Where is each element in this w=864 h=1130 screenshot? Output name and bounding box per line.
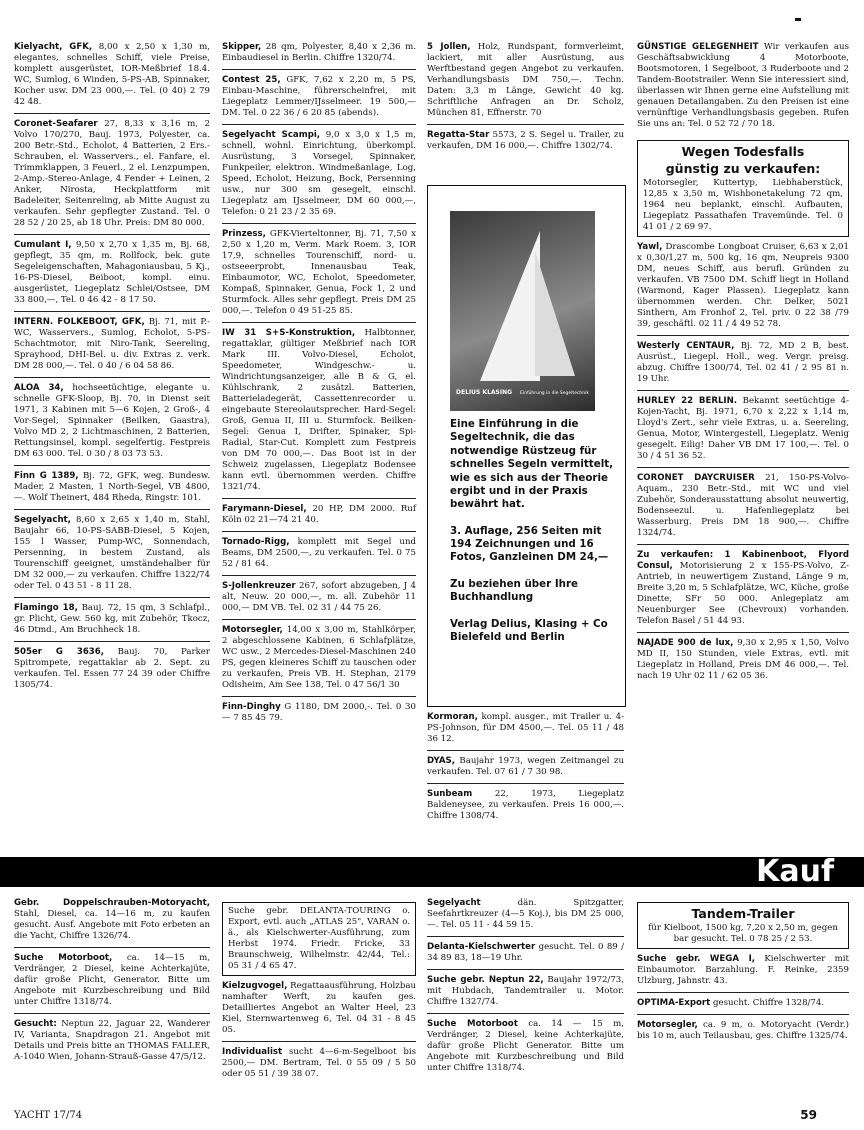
ad-heading: ALOA 34, (14, 383, 64, 393)
ad-text: Suche gebr. DELANTA-TOURING o. Export, evtl. auch „ATLAS 25", VARAN o. ä., als Kielschwerter-Ausführung, zum Herbst 1974. Friedr. Fricke, 33 Braunschweig, Wilhelmstr. 42/44, Tel.: 05 31 / 4 65 47. (228, 906, 410, 971)
ad-heading: Flamingo 18, (14, 603, 78, 613)
ad-heading: Finn-Dinghy (222, 702, 281, 712)
ad-body: Bauj. 70, Parker Spitrompete, regattaklar ab 2. Sept. zu verkaufen. Tel. Essen 77 24 39 oder Chiffre 1305/74. (14, 647, 211, 690)
ad-heading: Segelyacht (427, 898, 481, 908)
ad-heading: Individualist (222, 1047, 283, 1057)
classified-ad (427, 130, 624, 157)
classified-ad (222, 42, 416, 70)
ad-heading: Motorsegler, (637, 1019, 698, 1030)
ad-body: Kielschwerter mit Einbaumotor. Barzahlung. F. Reinke, 2359 Ulzburg, Jahnstr. 43. (637, 953, 849, 986)
ad-body: ca. 9 m, o. Motoryacht (Verdr.) bis 10 m, auch Teilausbau, ges. Chiffre 1325/74. (637, 1019, 849, 1041)
classified-ad (637, 473, 849, 545)
classified-ad (637, 954, 849, 993)
classified-ad (637, 396, 849, 468)
classified-ad (222, 229, 416, 323)
ad-body: Holz, Rundspant, formverleimt, lackiert, mit aller Ausrüstung, aus Werftbestand gegen Angebot zu verkaufen. Verhandlungsbasis DM 750,—. Techn. Daten: 3,3 m Länge, Gewicht 40 kg. Schriftliche Anfragen an Dr. Scholz, München 81, Effnerstr. 70 (427, 42, 624, 118)
ad-text: für Kielboot, 1500 kg, 7,20 x 2,50 m, gegen bar gesucht. Tel. 0 78 25 / 2 53. (648, 922, 838, 944)
classified-ad (14, 603, 210, 642)
ad-body: 9,50 x 2,70 x 1,35 m, Bj. 68, gepflegt, 35 qm, m. Rollfock, bek. gute Segeleigenschaften, Mahagoniausbau, 5 Kj., 16-PS-Diesel, Beiboot, kompl. einu. ausgerüstet, Liegeplatz Schlei/Ostsee, DM 33 800,—, Tel. 0 46 42 - 8 17 50. (14, 240, 210, 305)
kauf-column-2 (222, 902, 416, 1090)
ad-heading: Segelyacht, (14, 515, 71, 525)
classified-ad (637, 550, 849, 633)
classified-ad (14, 898, 210, 948)
ad-body: 5573, 2 S. Segel u. Trailer, zu verkaufen, DM 16 000,—. Chiffre 1302/74. (427, 130, 624, 151)
section-bar-kauf (0, 854, 864, 889)
classified-ad (222, 581, 416, 620)
ad-body: 22, 1973, Liegeplatz Baldeneysee, zu verkaufen. Preis 16 000,—. Chiffre 1308/74. (427, 789, 625, 821)
ad-body: Bj. 72, GFK, weg. Bundesw. Mader, 2 Masten, 1 North-Segel, VB 4800,—. Wolf Theinert, 484 Rheda, Ringstr. 101. (14, 471, 210, 503)
ad-heading: Kormoran, (427, 712, 478, 722)
column-3-lower (427, 712, 624, 832)
kauf-column-1 (14, 898, 210, 1073)
classified-ad (14, 119, 210, 235)
classified-ad (637, 1020, 849, 1047)
ad-body: gesucht. Tel. 0 89 / 34 89 83, 18—19 Uhr. (427, 942, 625, 963)
classified-ad (222, 1047, 416, 1085)
ad-body: Stahl, Diesel, ca. 14—16 m, zu kaufen gesucht. Ausf. Angebote mit Foto erbeten an die Yacht, Chiffre 1326/74. (14, 909, 210, 941)
classified-ad (222, 702, 416, 729)
ad-body: Bj. 72, MD 2 B, best. Ausrüst., Liegepl. Holl., weg. Vergr. preisg. abzug. Chiffre 1300/74, Tel. 02 41 / 2 95 81 n. 19 Uhr. (637, 340, 849, 384)
delanta-touring-ad (222, 902, 416, 976)
column-2 (222, 42, 416, 734)
classified-ad (427, 942, 624, 970)
ad-body: 20 HP, DM 2000. Ruf Köln 02 21—74 21 40. (222, 504, 417, 525)
corner-mark (795, 18, 801, 21)
classified-ad (427, 712, 624, 751)
ad-heading: Prinzess, (222, 229, 266, 239)
ad-heading: Delanta-Kielschwerter (427, 942, 536, 952)
classified-ad (427, 898, 624, 937)
ad-body: kompl. ausger., mit Trailer u. 4-PS-Johnson, für DM 4500,—. Tel. 05 11 / 48 36 12. (427, 712, 624, 744)
ad-heading: 5 Jollen, (427, 42, 471, 52)
ad-heading: Farymann-Diesel, (222, 504, 307, 514)
tandem-trailer-ad (637, 902, 849, 949)
ad-body: Baujahr 1973, wegen Zeitmangel zu verkaufen. Tel. 07 61 / 7 30 98. (427, 756, 624, 777)
ad-heading: GÜNSTIGE GELEGENHEIT (637, 42, 759, 52)
kauf-column-3 (427, 898, 624, 1084)
ad-heading: CORONET DAYCRUISER (637, 472, 755, 483)
classified-ad (222, 130, 416, 224)
ad-heading: OPTIMA-Export (637, 997, 711, 1008)
book-advertisement (427, 185, 626, 707)
classified-ad (427, 1019, 624, 1079)
ad-heading: Finn G 1389, (14, 471, 79, 481)
ad-heading: Kielyacht, GFK, (14, 42, 93, 52)
classified-ad (14, 383, 210, 466)
ad-body: ca. 14 — 15 m, Verdränger, 2 Diesel, keine Achterkajüte, dafür große Plicht Generator. Bitte um Angebote mit Kurzbeschreibung und Bild unter Chiffre 1318/74. (427, 1019, 624, 1073)
ad-body: 9,30 x 2,95 x 1,50, Volvo MD II, 150 Stunden, viele Extras, evtl. mit Liegeplatz in Holland, Preis DM 46 000,—. Tel. nach 19 Uhr 02 11 / 62 05 36. (637, 637, 850, 681)
classified-ad (222, 75, 416, 125)
classified-ad (222, 328, 416, 499)
ad-body: 8,60 x 2,65 x 1,40 m, Stahl, Baujahr 66, 10-PS-SABB-Diesel, 5 Kojen, 155 l Wasser, Pump-WC, Sonnendach, Persenning, in bestem Zustand, als Tourenschiff geeignet, umständehalber für DM 32 000,— zu verkaufen. Chiffre 1322/74 oder Tel. 0 43 51 - 8 11 28. (14, 515, 210, 591)
ad-body: 28 qm, Polyester, 8,40 x 2,36 m. Einbaudiesel in Berlin. Chiffre 1320/74. (222, 42, 416, 63)
ad-heading: Zu verkaufen: 1 Kabinenboot, Flyord Consul, (637, 549, 849, 571)
classified-ad (14, 953, 210, 1014)
book-availability: Zu beziehen über Ihre Buchhandlung (450, 577, 579, 604)
cover-publisher: DELIUS KLASING (456, 389, 513, 397)
ad-body: sucht 4—6-m-Segelboot bis 2500,— DM. Bertram, Tel. 0 55 09 / 5 50 oder 05 51 / 39 38 07. (222, 1047, 416, 1079)
sail-shape (480, 231, 540, 381)
ad-heading: 505er G 3636, (14, 647, 105, 657)
ad-body: Neptun 22, Jaguar 22, Wanderer IV, Varianta, Snapdragon 21. Angebot mit Details und Preis bitte an THOMAS FALLER, A-1040 Wien, Johann-Strauß-Gasse 47/5/12. (14, 1019, 211, 1062)
ad-heading: S-Jollenkreuzer (222, 581, 296, 591)
ad-body: komplett mit Segel und Beams, DM 2500,—, zu verkaufen. Tel. 0 75 52 / 81 64. (222, 537, 417, 569)
ad-heading: Tornado-Rigg, (222, 537, 290, 547)
ad-body: G 1180, DM 2000,-. Tel. 0 30 — 7 85 45 79. (222, 702, 416, 723)
ad-body: Regattaausführung, Holzbau namhafter Werft, zu kaufen ges. Detailliertes Angebot an Walter Heel, 23 Kiel, Sternwartenweg 6, Tel. 04 31 - 8 45 05. (222, 981, 416, 1035)
book-publisher: Verlag Delius, Klasing + Co Bielefeld und Berlin (450, 617, 608, 643)
classified-ad (222, 625, 416, 697)
classified-ad (637, 998, 849, 1015)
issue-label: YACHT 17/74 (14, 1110, 83, 1121)
tandem-trailer-headline: Tandem-Trailer (691, 906, 795, 921)
classified-ad (222, 981, 416, 1042)
ad-body: 14,00 x 3,00 m, Stahlkörper, 2 abgeschlossene Kabinen, 6 Schlafplätze, WC usw., 2 Mercedes-Diesel-Maschinen 240 PS, gegen kleineres Schiff zu tauschen oder zu verkaufen, Preis VB. H. Stephan, 2179 Odisheim, Am See 138, Tel. 0 47 56/1 30 (222, 625, 416, 690)
ad-body: Bekannt seetüchtige 4-Kojen-Yacht, Bj. 1971, 6,70 x 2,22 x 1,14 m, Lloyd's Zert., sehr viele Extras, u. a. Seereling, Genua, Motor, Wintergestell, Liegeplatz. Wenig gesegelt. Eilig! Daher VB DM 17 100,—. Tel. 0 30 / 4 51 36 52. (637, 395, 850, 461)
ad-body: GFK-Vierteltonner, Bj. 71, 7,50 x 2,50 x 1,20 m, Verm. Mark Roem. 3, IOR 17,9, schnelles Tourenschiff, nord- u. ostseeerprobt, Innenausbau Teak, Einbaumotor, WC, Echolot, Speedometer, Kompaß, Spinnaker, Genua, Fock 1, 2 und Sturmfock. Alles sehr gepflegt. Preis DM 25 000,—. Telefon 0 49 51-25 85. (222, 229, 416, 316)
ad-heading: Gebr. Doppelschrauben-Motoryacht, (14, 898, 210, 908)
death-ad-headline: Wegen Todesfalls (681, 144, 805, 159)
classified-ad (427, 789, 624, 827)
classified-ad (637, 242, 849, 336)
ad-heading: Suche gebr. Neptun 22, (427, 975, 544, 985)
ad-body: Drascombe Longboat Cruiser, 6,63 x 2,01 x 0,30/1,27 m, 500 kg, 16 qm, Neupreis 9300 DM, neues Schiff, aus berufl. Gründen zu verkaufen. VB 7500 DM. Schiff liegt in Holland (Warmond, Kager Plassen). Liegeplatz kann übernommen werden. Chr. Delker, 5021 Sinthern, Am Fronhof 2, Tel. priv. 0 22 38 /79 39, geschäftl. 02 11 / 4 49 52 78. (637, 241, 849, 329)
ad-heading: Kielzugvogel, (222, 981, 288, 991)
ad-body: 8,00 x 2,50 x 1,30 m, elegantes, schnelles Schiff, viele Preise, komplett ausgerüstet, IOR-Meßbrief 18.4. WC, Sumlog, 6 Winden, 5-PS-AB, Spinnaker, Kocher usw. DM 23 000,—. Tel. (0 40) 2 79 42 48. (14, 42, 210, 107)
ad-heading: Suche gebr. WEGA I, (637, 953, 756, 964)
classified-ad (14, 647, 210, 696)
ad-heading: HURLEY 22 BERLIN. (637, 395, 738, 406)
ad-body: 267, sofort abzugeben, J 4 alt, Neuw. 20 000,—, m. all. Zubehör 11 000,— DM VB. Tel. 02 31 / 44 75 26. (222, 581, 417, 613)
classified-ad (427, 42, 624, 125)
ad-heading: Segelyacht Scampi, (222, 130, 321, 140)
classified-ad (14, 1019, 210, 1068)
classified-ad (14, 240, 210, 312)
sail-shape (535, 251, 575, 376)
ad-heading: Sunbeam (427, 789, 473, 799)
kauf-column-4 (637, 902, 849, 1052)
death-ad-text: Motorsegler, Kuttertyp, Liebhaberstück, 12,85 x 3,50 m, Wishbonetakelung 72 qm, 1964 neu beplankt, einschl. Aufbauten, Liegeplatz Passathafen Travemünde. Tel. 0 41 01 / 2 69 97. (643, 177, 843, 232)
ad-body: Bj. 71, mit P.-WC, Wasservers., Sumlog, Echolot, 5-PS-Schachtmotor, mit Niro-Tank, Seereling, Sprayhood, DHI-Bel. u. div. Extras z. verk. DM 28 000,—. Tel. 0 40 / 6 04 58 86. (14, 317, 210, 371)
classified-ad (637, 638, 849, 687)
ad-heading: Suche Motorboot (427, 1019, 518, 1029)
book-details: 3. Auflage, 256 Seiten mit 194 Zeichnungen und 16 Fotos, Ganzleinen DM 24,— (450, 524, 609, 564)
ad-heading: Suche Motorboot, (14, 953, 113, 963)
classified-ad (14, 317, 210, 378)
classified-ad (14, 42, 210, 114)
ad-heading: Regatta-Star (427, 130, 490, 140)
ad-heading: Gesucht: (14, 1019, 57, 1029)
ad-heading: Contest 25, (222, 75, 281, 85)
ad-body: gesucht. Chiffre 1328/74. (712, 997, 825, 1008)
ad-body: Motorisierung 2 x 155-PS-Volvo, Z-Antrieb, in neuwertigem Zustand, Länge 9 m, Breite 3,20 m, 5 Schlafplätze, WC, Küche, große Dinette, SFr 50 000. Anlegeplatz am Neuenburger See (Chevroux) vorhanden. Telefon Basel / 51 44 93. (637, 560, 849, 626)
ad-body: 9,0 x 3,0 x 1,5 m, schnell, wohnl. Einrichtung, überkompl. Ausrüstung, 3 Vorsegel, Spinnaker, Funkpeiler, elektron. Windmeßanlage, Log, Speed, Echolot, Heizung, Bock, Persenning usw., nur 300 sm gesegelt, einschl. Liegeplatz am IJsselmeer, DM 60 000,—, Telefon: 0 21 23 / 2 35 69. (222, 130, 417, 217)
classified-ad (222, 504, 416, 532)
ad-heading: INTERN. FOLKEBOOT, GFK, (14, 317, 145, 327)
classified-ad (14, 515, 210, 598)
ad-body: Halbtonner, regattaklar, gültiger Meßbrief nach IOR Mark III. Volvo-Diesel, Echolot, Speedometer, Windgeschw.- u. Windrichtungsanzeiger, alle B & G, el. Kühlschrank, 2 zusätzl. Batterien, Batterieladegerät, Cassettenrecorder u. eingebaute Stereolautsprecher. Hard-Segel: Groß, Genua II, III u. Sturmfock. Beilken-Segel: Genua I, Drifter, Spinaker, Spi-Radial, Star-Cut. Komplett zum Festpreis von DM 70 000,—. Das Boot ist in der Schweiz zugelassen, Liegeplatz Bodensee kann evtl. übernommen werden. Chiffre 1321/74. (222, 328, 416, 492)
ad-body: Wir verkaufen aus Geschäftsabwicklung 4 Motorboote, Bootsmotoren, 1 Segelboot, 3 Ruderboote und 2 Tandem-Bootstrailer. Wenn Sie interessiert sind, überlassen wir Ihnen gerne eine Aufstellung mit genauen Detailangaben. Zu den Preisen ist eine vernünftige Verhandlungsbasis gegeben. Rufen Sie uns an: Tel. 0 52 72 / 70 18. (637, 42, 849, 129)
column-3 (427, 42, 624, 162)
ad-body: 27, 8,33 x 3,16 m, 2 Volvo 170/270, Bauj. 1973, Polyester, ca. 200 Betr.-Std., Echolot, 4 Batterien, 2 Ers.-Schrauben, el. Wasservers., el. Fanfare, el. Trimmklappen, 3 Feuerl., 2 el. Lenzpumpen, 2-Amp.-Stereo-Anlage, 4 Fender + Leinen, 2 Anker, Nirosta, Heckplattform mit Badeleiter, Seitenreling, ab Mitte August zu verkaufen. Sehr gepflegter Zustand. Tel. 0 28 52 / 20 25, ab 18 Uhr. Preis: DM 80 000. (14, 119, 211, 228)
ad-body: Bauj. 72, 15 qm, 3 Schlafpl., gr. Plicht, Gew. 560 kg, mit Zubehör, Tkocz, 46 Dtmd., Am Bruchheck 18. (14, 603, 211, 635)
death-sale-ad (637, 140, 849, 237)
ad-body: GFK, 7,62 x 2,20 m, 5 PS, Einbau-Maschine, führerscheinfrei, mit Liegeplatz Lemmer/IJsselmeer. 19 500,— DM. Tel. 0 22 36 / 6 20 85 (abends). (222, 75, 416, 118)
ad-body: ca. 14—15 m, Verdränger, 2 Diesel, keine Achterkajüte, dafür große Plicht, Generator. Bitte um Angebote mit Kurzbeschreibung und Bild unter Chiffre 1318/74. (14, 953, 210, 1007)
ad-body: hochseetüchtige, elegante u. schnelle GFK-Sloop, Bj. 70, in Dienst seit 1971, 3 Kabinen mit 5—6 Kojen, 2 Groß-, 4 Vor-Segel, Spinnaker (Beilken, Gaastra), Volvo MD 2, 2 Lichtmaschinen, 2 Batterien, Rettungsinsel, kompl. segelfertig. Festpreis DM 63 000. Tel. 0 30 / 8 03 73 53. (14, 383, 211, 459)
column-1 (14, 42, 210, 701)
ad-body: 21, 150-PS-Volvo-Aquam., 230 Betr.-Std., mit WC und viel Zubehör, Sonderausstattung absolut neuwertig, Bodenseezul. u. Hafenliegeplatz bei Wasserburg. Preis DM 18 900,—. Chiffre 1324/74. (637, 472, 849, 538)
section-label: Kauf (756, 854, 834, 889)
ad-heading: NAJADE 900 de lux, (637, 637, 734, 648)
ad-heading: DYAS, (427, 756, 456, 766)
ad-heading: IW 31 S+S-Konstruktion, (222, 328, 356, 338)
classified-ad (427, 756, 624, 784)
classified-ad (14, 471, 210, 510)
ad-heading: Westerly CENTAUR, (637, 340, 735, 351)
ad-body: Baujahr 1972/73, mit Hubdach, Tandemtrailer u. Motor. Chiffre 1327/74. (427, 975, 624, 1007)
ad-heading: Skipper, (222, 42, 262, 52)
ad-heading: Coronet-Seafarer (14, 119, 98, 129)
book-ad-text (450, 418, 615, 657)
ad-heading: Motorsegler, (222, 625, 283, 635)
page-number: 59 (800, 1108, 817, 1122)
classified-ad (222, 537, 416, 576)
classified-ad (637, 42, 849, 135)
classified-ad (637, 341, 849, 391)
ad-heading: Yawl, (637, 241, 663, 252)
column-4 (637, 42, 849, 692)
death-ad-subheadline: günstig zu verkaufen: (665, 160, 821, 176)
ad-body: dän. Spitzgatter, Seefahrtkreuzer (4—5 Koj.), bis DM 25 000,—. Tel. 05 11 - 44 59 15. (427, 898, 624, 930)
book-cover-image (450, 211, 595, 411)
book-description: Eine Einführung in die Segeltechnik, die das notwendige Rüstzeug für schnelles Segeln vermittelt, wie es sich aus der Theorie ergibt und in der Praxis bewährt hat. (450, 418, 614, 511)
classified-ad (427, 975, 624, 1014)
cover-title: Einführung in die Segeltechnik (520, 391, 589, 397)
ad-heading: Cumulant I, (14, 240, 72, 250)
